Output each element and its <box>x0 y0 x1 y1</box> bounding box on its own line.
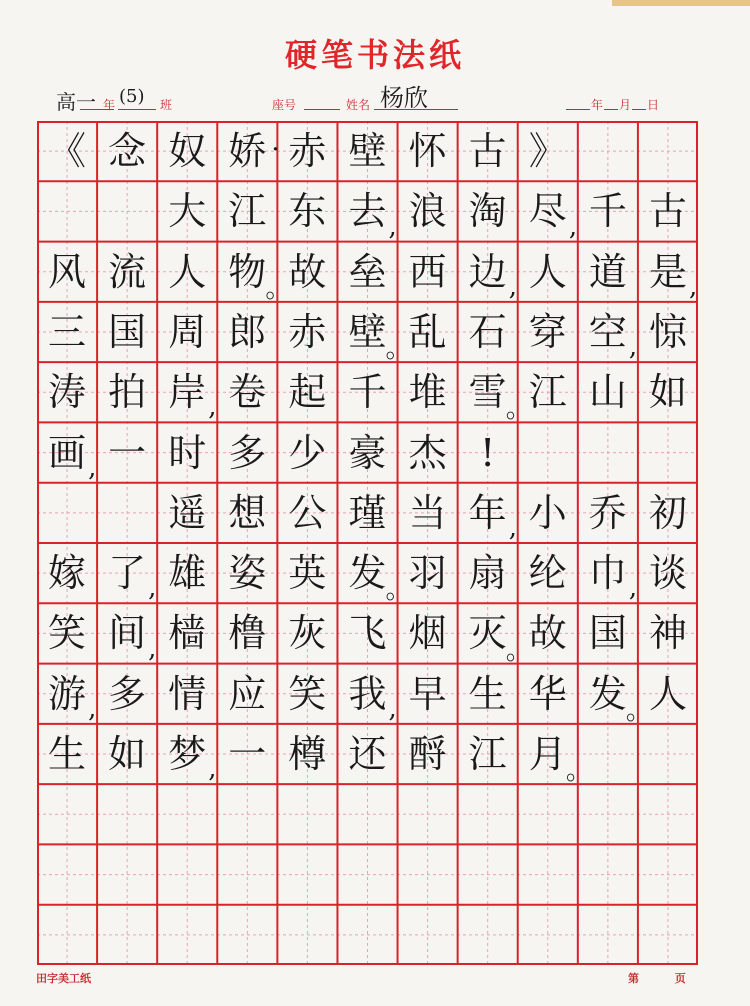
grid-cell <box>157 905 217 965</box>
grid-cell <box>97 181 157 241</box>
grid-cell: 华 <box>528 671 567 716</box>
grid-cell <box>458 784 518 844</box>
grid-cell: 小 <box>528 490 567 535</box>
grid-cells <box>37 121 698 965</box>
punctuation-mark: , <box>208 392 217 423</box>
date-month-underline <box>604 109 618 110</box>
grid-cell <box>578 121 638 181</box>
grid-cell <box>337 784 397 844</box>
punctuation-mark: 。 <box>385 334 412 365</box>
grid-cell: 国 <box>108 309 147 354</box>
grid-cell: 多 <box>228 430 267 475</box>
grid-cell: 豪 <box>348 430 387 475</box>
grid-cell: 怀 <box>408 129 447 174</box>
punctuation-mark: 。 <box>505 394 532 425</box>
grid-cell: 生 <box>468 671 507 716</box>
grid-cell <box>518 844 578 904</box>
grid-cell: 岸 <box>168 370 207 415</box>
grid-cell: 边 <box>468 249 507 294</box>
grid-cell <box>398 784 458 844</box>
punctuation-mark: 。 <box>625 695 652 726</box>
grid-cell: 古 <box>648 189 687 234</box>
grid-cell: 扇 <box>468 551 507 596</box>
grid-cell <box>518 784 578 844</box>
grid-cell: 灭 <box>468 611 507 656</box>
footer-brand: 田字美工纸 <box>36 972 91 985</box>
grid-cell: 当 <box>408 490 447 535</box>
name-label: 姓名 <box>346 98 371 112</box>
grid-cell: 一 <box>228 731 267 776</box>
grid-cell: 月 <box>528 731 567 776</box>
date-year-underline <box>566 109 590 110</box>
grid-cell: 壁 <box>348 129 387 174</box>
grid-cell: 了 <box>108 551 147 596</box>
grid-cell: 笑 <box>288 671 327 716</box>
grid-cell: 人 <box>648 671 687 716</box>
grid-cell: 赤 <box>288 129 327 174</box>
grid-cell: 乱 <box>408 309 447 354</box>
grid-cell <box>157 844 217 904</box>
grid-cell: 画 <box>48 430 87 475</box>
punctuation-mark: , <box>628 573 638 604</box>
grid-cell: 巾 <box>588 551 627 596</box>
grid-cell <box>638 844 698 904</box>
punctuation-mark: , <box>208 754 217 785</box>
grid-cell: 人 <box>528 249 567 294</box>
grid-cell: 樽 <box>288 731 327 776</box>
grid-cell: 灰 <box>288 611 327 656</box>
name-value: 杨欣 <box>380 84 428 112</box>
grid-cell <box>37 181 97 241</box>
grid-cell: 壁 <box>348 309 387 354</box>
grid-cell: 发 <box>348 551 387 596</box>
grade-value: 高一 <box>56 90 96 114</box>
grid-cell: 生 <box>48 731 87 776</box>
grid-cell <box>518 422 578 482</box>
seat-underline <box>304 109 340 110</box>
date-month-label: 月 <box>619 98 632 112</box>
punctuation-mark: 。 <box>505 635 532 666</box>
header-info-row <box>0 84 750 120</box>
punctuation-mark: 。 <box>565 756 592 787</box>
grid-cell: 郎 <box>228 309 267 354</box>
grid-cell: 游 <box>48 671 87 716</box>
grid-cell: 杰 <box>408 430 447 475</box>
grid-cell <box>458 844 518 904</box>
grid-cell: 去 <box>348 189 387 234</box>
grid-cell: 神 <box>648 611 687 656</box>
grid-cell <box>578 422 638 482</box>
grid-cell: 淘 <box>468 189 507 234</box>
grid-cell: 飞 <box>348 611 387 656</box>
grid-cell: 酹 <box>408 731 447 776</box>
writing-grid <box>37 121 698 965</box>
punctuation-mark: , <box>388 211 397 242</box>
grid-cell: 东 <box>288 189 327 234</box>
grid-cell: 空 <box>588 309 627 354</box>
grid-cell <box>37 483 97 543</box>
date-day-underline <box>632 109 646 110</box>
grid-cell: 道 <box>588 249 627 294</box>
punctuation-mark: , <box>568 211 578 242</box>
grid-cell: 时 <box>168 430 207 475</box>
grid-cell <box>97 483 157 543</box>
grid-cell <box>638 724 698 784</box>
grid-cell: 国 <box>588 611 627 656</box>
grid-cell <box>398 905 458 965</box>
grid-cell: 堆 <box>408 370 447 415</box>
grid-cell: 嫁 <box>48 551 87 596</box>
punctuation-mark: , <box>148 633 157 664</box>
grid-cell: 多 <box>108 671 147 716</box>
grid-cell: 纶 <box>528 551 567 596</box>
grid-cell: 笑 <box>48 611 87 656</box>
grid-cell: 卷 <box>228 370 267 415</box>
grid-cell: 雄 <box>168 551 207 596</box>
paper-title: 硬笔书法纸 <box>284 36 465 74</box>
punctuation-mark: · <box>271 135 280 166</box>
grid-cell: 穿 <box>528 309 567 354</box>
grid-cell: 人 <box>168 249 207 294</box>
grid-cell: 浪 <box>408 189 447 234</box>
grid-cell <box>97 784 157 844</box>
grid-cell <box>217 844 277 904</box>
grid-cell: 羽 <box>408 551 447 596</box>
grid-cell: 》 <box>528 129 567 174</box>
date-day-label: 日 <box>647 98 660 112</box>
grid-cell: 公 <box>288 490 327 535</box>
grid-cell: 我 <box>348 671 387 716</box>
grid-cell <box>277 844 337 904</box>
grid-cell <box>578 784 638 844</box>
grid-cell <box>37 844 97 904</box>
grid-cell: 一 <box>108 430 147 475</box>
grid-cell <box>217 905 277 965</box>
grid-cell: 故 <box>288 249 327 294</box>
grid-cell: 谈 <box>648 551 687 596</box>
grid-cell: 江 <box>468 731 507 776</box>
grid-cell: 间 <box>108 611 147 656</box>
grid-cell: 是 <box>648 249 687 294</box>
grid-cell: 橹 <box>228 611 267 656</box>
grid-cell <box>37 784 97 844</box>
grid-cell: 遥 <box>168 490 207 535</box>
grid-cell: 故 <box>528 611 567 656</box>
grid-cell: 风 <box>48 249 87 294</box>
grid-cell: 古 <box>468 129 507 174</box>
grid-cell: 奴 <box>168 129 207 174</box>
punctuation-mark: , <box>148 573 157 604</box>
grid-cell: 想 <box>228 490 267 535</box>
page-suffix: 页 <box>674 972 686 985</box>
grid-cell <box>638 905 698 965</box>
grid-cell: 少 <box>288 430 327 475</box>
grid-cell: 发 <box>588 671 627 716</box>
grid-cell <box>37 905 97 965</box>
grid-cell: 乔 <box>588 490 627 535</box>
grid-cell: 早 <box>408 671 447 716</box>
punctuation-mark: , <box>628 332 638 363</box>
grid-cell: 雪 <box>468 370 507 415</box>
page-label: 第 <box>628 972 639 985</box>
grid-cell: 垒 <box>348 249 387 294</box>
grid-cell: 初 <box>648 490 687 535</box>
punctuation-mark: , <box>88 693 97 724</box>
grid-cell: 如 <box>108 731 147 776</box>
grid-cell: 应 <box>228 671 267 716</box>
grid-cell: 赤 <box>288 309 327 354</box>
year-label: 年 <box>103 98 116 112</box>
grid-cell <box>97 905 157 965</box>
grid-cell: 江 <box>228 189 267 234</box>
punctuation-mark: 。 <box>385 575 412 606</box>
grid-cell <box>157 784 217 844</box>
grid-cell: 西 <box>408 249 447 294</box>
grid-cell: 梦 <box>168 731 207 776</box>
grid-cell: 拍 <box>108 370 147 415</box>
grid-cell: 樯 <box>168 611 207 656</box>
grid-cell <box>578 844 638 904</box>
grid-cell: 年 <box>468 490 507 535</box>
grid-cell: 大 <box>168 189 207 234</box>
grid-cell: 烟 <box>408 611 447 656</box>
grid-cell <box>337 905 397 965</box>
class-label: 班 <box>160 98 173 112</box>
grid-cell: 千 <box>348 370 387 415</box>
grid-cell: 念 <box>108 129 147 174</box>
grid-cell <box>578 905 638 965</box>
grid-cell <box>638 121 698 181</box>
grid-cell <box>518 905 578 965</box>
punctuation-mark: , <box>689 271 698 302</box>
grid-cell: 如 <box>648 370 687 415</box>
grid-cell <box>97 844 157 904</box>
grid-cell <box>277 905 337 965</box>
grid-cell: 流 <box>108 249 147 294</box>
grid-cell: 江 <box>528 370 567 415</box>
punctuation-mark: , <box>88 452 97 483</box>
grid-cell: 石 <box>468 309 507 354</box>
class-value: (5) <box>119 86 145 107</box>
date-year-label: 年 <box>591 98 604 112</box>
grid-cell: 瑾 <box>348 490 387 535</box>
punctuation-mark: 。 <box>265 273 292 304</box>
grid-cell: 娇 <box>228 129 267 174</box>
seat-label: 座号 <box>272 98 297 112</box>
page-number <box>628 970 686 986</box>
grid-cell: 惊 <box>648 309 687 354</box>
grid-cell: 还 <box>348 731 387 776</box>
grid-cell: 情 <box>168 671 207 716</box>
grid-cell: 千 <box>588 189 627 234</box>
grid-cell: 山 <box>588 370 627 415</box>
grid-cell: 起 <box>288 370 327 415</box>
grid-cell: 周 <box>168 309 207 354</box>
punctuation-mark: , <box>508 513 517 543</box>
grid-cell: 尽 <box>528 189 567 234</box>
tape-strip <box>612 0 750 6</box>
grid-cell: 《 <box>48 129 87 174</box>
name-underline <box>374 109 458 110</box>
grid-cell <box>277 784 337 844</box>
punctuation-mark: , <box>388 693 397 724</box>
grid-cell <box>398 844 458 904</box>
grid-cell: 物 <box>228 249 267 294</box>
grid-cell <box>217 784 277 844</box>
grid-cell: 姿 <box>228 551 267 596</box>
grid-cell: 英 <box>288 551 327 596</box>
punctuation-mark: , <box>508 271 517 302</box>
grid-cell: ! <box>480 430 496 475</box>
grid-cell <box>638 422 698 482</box>
grid-cell <box>458 905 518 965</box>
class-underline <box>118 109 156 110</box>
grid-cell <box>638 784 698 844</box>
grid-cell: 涛 <box>48 370 87 415</box>
grid-cell <box>337 844 397 904</box>
grid-cell: 三 <box>48 309 87 354</box>
